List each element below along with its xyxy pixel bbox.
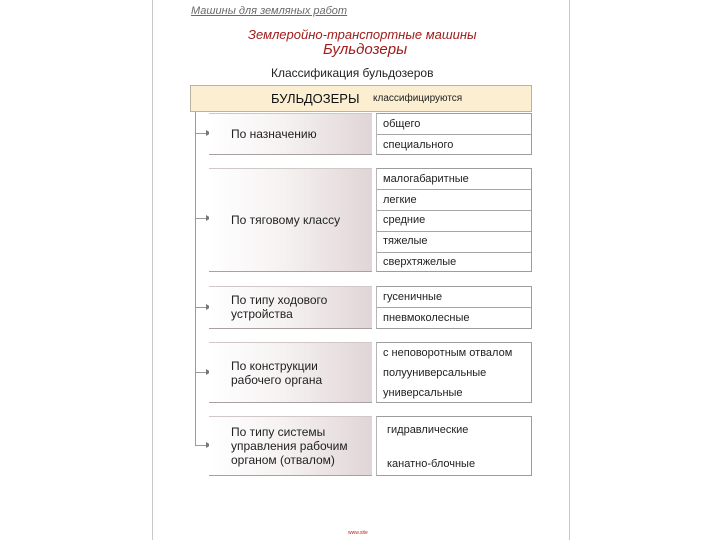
root-label: БУЛЬДОЗЕРЫ (271, 91, 360, 106)
page-title: Бульдозеры (323, 41, 408, 58)
category-box (209, 168, 372, 272)
option-divider (377, 189, 531, 190)
category-label: По назначению (231, 127, 317, 141)
option-divider (377, 134, 531, 135)
option-item: гусеничные (383, 291, 443, 303)
category-box (209, 286, 372, 329)
option-item: гидравлические (387, 424, 469, 436)
option-item: специального (383, 139, 454, 151)
option-item: общего (383, 118, 421, 130)
option-item: с неповоротным отвалом (383, 347, 513, 359)
option-divider (377, 252, 531, 253)
diagram-heading: Классификация бульдозеров (271, 66, 434, 80)
option-divider (377, 231, 531, 232)
connector-arrow (195, 307, 207, 308)
options-box (376, 416, 532, 476)
category-box (209, 113, 372, 155)
option-item: тяжелые (383, 235, 428, 247)
root-label-suffix: классифицируются (373, 93, 463, 104)
root-box (190, 85, 532, 112)
connector-arrow (195, 445, 207, 446)
footer-watermark: www.site (348, 530, 368, 536)
option-item: легкие (383, 194, 417, 206)
category-label: По тяговому классу (231, 213, 341, 227)
options-box (376, 286, 532, 329)
section-header: Машины для земляных работ (191, 5, 348, 17)
connector-arrow (195, 218, 207, 219)
option-divider (377, 307, 531, 308)
option-divider (377, 210, 531, 211)
option-item: сверхтяжелые (383, 256, 457, 268)
option-item: универсальные (383, 387, 463, 399)
options-box (376, 342, 532, 403)
category-label: По типу системы управления рабочим органом (отвалом) (231, 425, 348, 467)
category-label: По конструкции рабочего органа (231, 359, 323, 387)
category-box (209, 342, 372, 403)
options-box (376, 168, 532, 272)
option-item: канатно-блочные (387, 458, 476, 470)
subsection-header: Землеройно-транспортные машины (248, 27, 477, 42)
connector-arrow (195, 133, 207, 134)
option-item: средние (383, 214, 426, 226)
category-box (209, 416, 372, 476)
option-item: полууниверсальные (383, 367, 487, 379)
category-label: По типу ходового устройства (231, 293, 328, 321)
option-item: пневмоколесные (383, 312, 470, 324)
connector-spine (195, 112, 196, 445)
option-item: малогабаритные (383, 173, 469, 185)
connector-arrow (195, 372, 207, 373)
options-box (376, 113, 532, 155)
